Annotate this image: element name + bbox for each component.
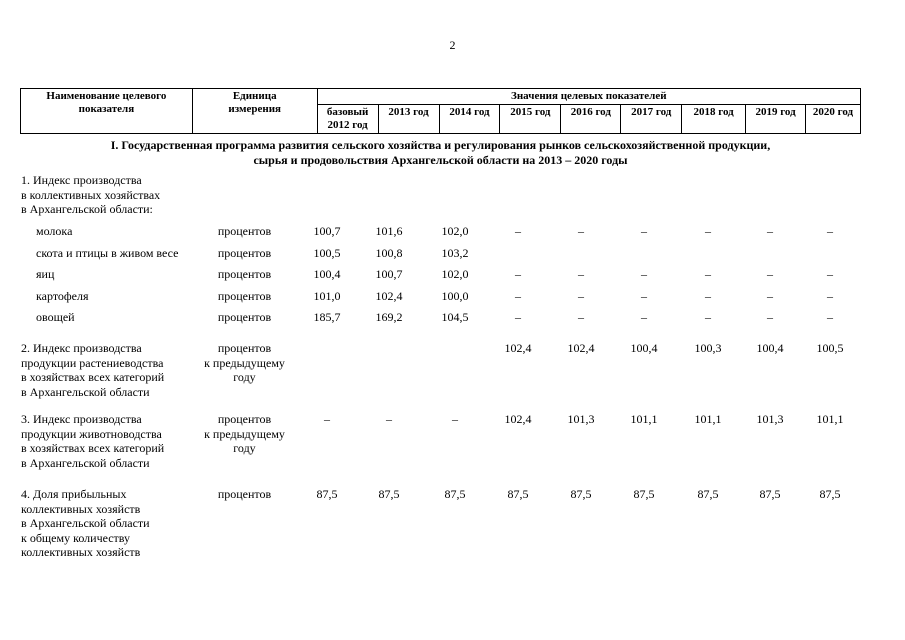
header-year: 2015 год [500,105,561,134]
value-cell: 102,4 [375,289,403,303]
value-cell: 101,1 [694,412,722,426]
value-cell: 104,5 [441,310,469,324]
value-cell: 185,7 [313,310,341,324]
row-label: молока [36,224,73,238]
header-year: 2019 год [746,105,806,134]
header-year: 2020 год [806,105,861,134]
value-cell: 101,3 [756,412,784,426]
value-cell: 169,2 [375,310,403,324]
row-label: 1. Индекс производства в коллективных хозяйствах в Архангельской области: [21,173,161,216]
value-cell: 101,0 [313,289,341,303]
value-cell: 87,5 [570,487,592,501]
value-cell: 103,2 [441,246,469,260]
value-cell: – [767,267,773,281]
value-cell: – [827,224,833,238]
value-cell: – [705,267,711,281]
value-cell: – [641,224,647,238]
value-cell: – [578,224,584,238]
row-unit: процентов [217,224,272,238]
row-unit: процентов [217,267,272,281]
row-unit: процентов [217,310,272,324]
section-title: I. Государственная программа развития сельского хозяйства и регулирования рынков сельскохозяйственной продукции, сырья и продовольствия Архангельской области на 2013 – 2020 годы [110,138,771,167]
value-cell: – [578,310,584,324]
value-cell: 102,0 [441,267,469,281]
row-label: картофеля [36,289,89,303]
value-cell: 87,5 [507,487,529,501]
page-number: 2 [449,38,456,52]
header-year: 2017 год [621,105,682,134]
row-label: овощей [36,310,75,324]
row-label: 4. Доля прибыльных коллективных хозяйств в Архангельской области к общему количеству коллективных хозяйств [21,487,150,559]
value-cell: – [767,289,773,303]
value-cell: 100,5 [816,341,844,355]
header-year: 2018 год [682,105,746,134]
value-cell: – [641,289,647,303]
value-cell: 87,5 [316,487,338,501]
value-cell: – [452,412,458,426]
value-cell: 100,7 [313,224,341,238]
value-cell: – [515,224,521,238]
row-unit: процентов [217,487,272,501]
value-cell: 102,0 [441,224,469,238]
value-cell: 101,1 [816,412,844,426]
value-cell: – [578,289,584,303]
value-cell: – [705,224,711,238]
value-cell: – [705,310,711,324]
value-cell: 100,3 [694,341,722,355]
value-cell: – [827,289,833,303]
value-cell: 100,7 [375,267,403,281]
value-cell: 100,5 [313,246,341,260]
value-cell: 102,4 [504,412,532,426]
value-cell: 101,1 [630,412,658,426]
value-cell: 87,5 [444,487,466,501]
header-year: базовый 2012 год [317,105,378,134]
row-unit: процентов [217,289,272,303]
value-cell: 102,4 [567,341,595,355]
value-cell: 102,4 [504,341,532,355]
value-cell: 100,4 [630,341,658,355]
header-target-values: Значения целевых показателей [317,89,860,105]
row-label: яиц [36,267,55,281]
value-cell: – [767,224,773,238]
value-cell: 100,0 [441,289,469,303]
value-cell: – [324,412,330,426]
value-cell: 87,5 [378,487,400,501]
table-header [20,88,861,134]
value-cell: – [767,310,773,324]
row-unit: процентов к предыдущему году [204,341,285,384]
header-year: 2014 год [439,105,500,134]
value-cell: – [641,267,647,281]
value-cell: 101,6 [375,224,403,238]
value-cell: – [827,310,833,324]
value-cell: 87,5 [759,487,781,501]
value-cell: 87,5 [633,487,655,501]
value-cell: 100,4 [756,341,784,355]
value-cell: – [827,267,833,281]
value-cell: – [515,310,521,324]
row-label: 3. Индекс производства продукции животноводства в хозяйствах всех категорий в Архангельской области [21,412,165,470]
value-cell: – [515,289,521,303]
value-cell: – [578,267,584,281]
header-year: 2013 год [378,105,439,134]
header-year: 2016 год [561,105,621,134]
value-cell: 87,5 [697,487,719,501]
value-cell: 100,8 [375,246,403,260]
row-label: 2. Индекс производства продукции растениеводства в хозяйствах всех категорий в Архангельской области [21,341,165,399]
row-unit: процентов [217,246,272,260]
value-cell: – [386,412,392,426]
header-indicator-name: Наименование целевого показателя [21,89,193,134]
value-cell: – [641,310,647,324]
value-cell: 101,3 [567,412,595,426]
value-cell: – [515,267,521,281]
row-unit: процентов к предыдущему году [204,412,285,455]
value-cell: 100,4 [313,267,341,281]
value-cell: – [705,289,711,303]
header-unit: Единица измерения [192,89,317,134]
value-cell: 87,5 [819,487,841,501]
row-label: скота и птицы в живом весе [36,246,179,260]
